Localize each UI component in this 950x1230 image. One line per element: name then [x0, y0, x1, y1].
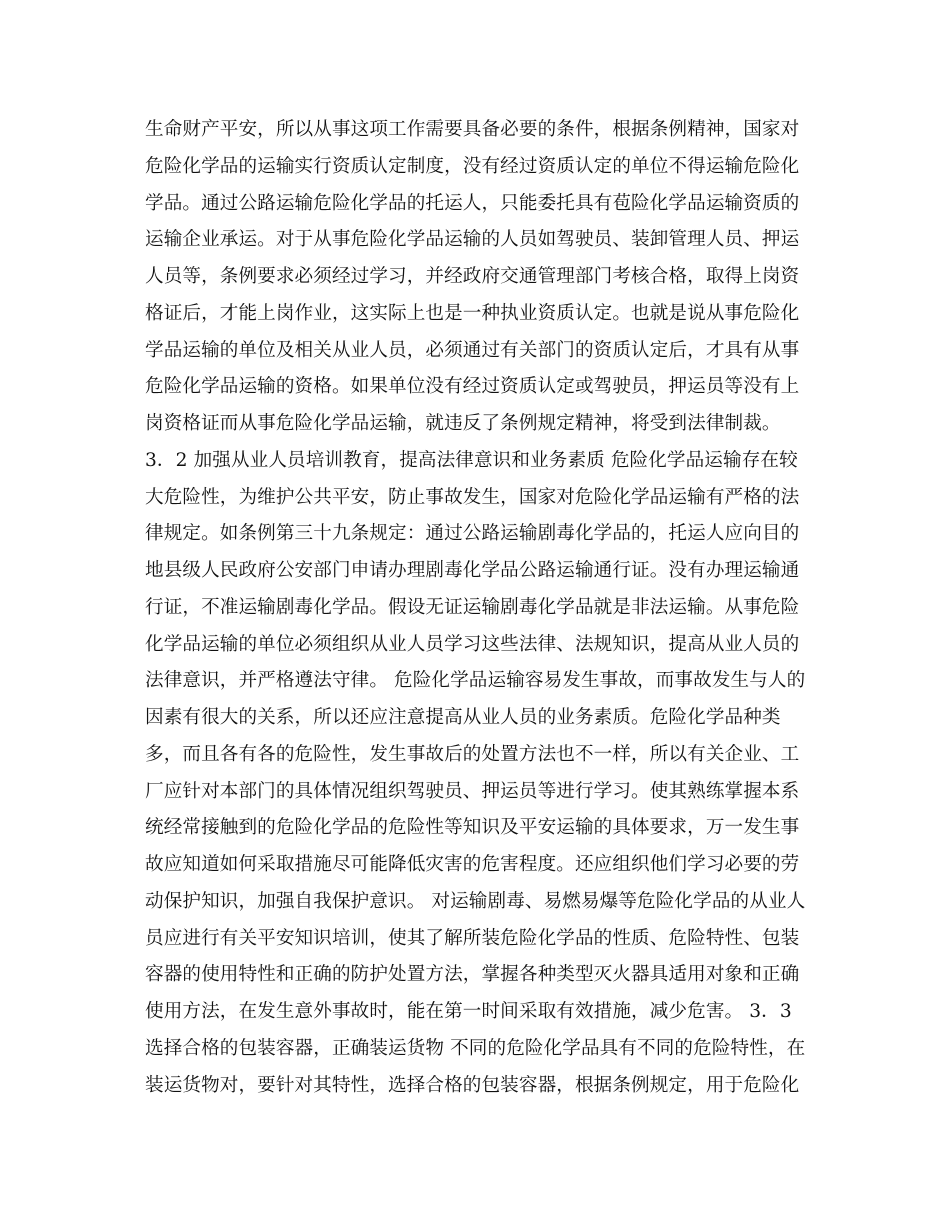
text-line: 学品。通过公路运输危险化学品的托运人，只能委托具有苞险化学品运输资质的 [145, 192, 800, 214]
text-line: 律规定。如条例第三十九条规定：通过公路运输剧毒化学品的，托运人应向目的 [145, 523, 800, 545]
text-line: 格证后，才能上岗作业，这实际上也是一种执业资质认定。也就是说从事危险化 [145, 302, 800, 324]
text-line: 员应进行有关平安知识培训，使其了解所装危险化学品的性质、危险特性、包装 [145, 927, 800, 949]
text-line: 地县级人民政府公安部门申请办理剧毒化学品公路运输通行证。没有办理运输通 [145, 560, 800, 581]
text-line: 选择合格的包装容器，正确装运货物 不同的危险化学品具有不同的危险特性，在 [145, 1037, 806, 1059]
text-line: 化学品运输的单位必须组织从业人员学习这些法律、法规知识，提高从业人员的 [145, 633, 800, 655]
text-line: 容器的使用特性和正确的防护处置方法，掌握各种类型灭火器具适用对象和正确 [145, 964, 800, 986]
text-line: 法律意识，并严格遵法守律。 危险化学品运输容易发生事故，而事故发生与人的 [145, 670, 806, 692]
text-line: 大危险性，为维护公共平安，防止事故发生，国家对危险化学品运输有严格的法 [145, 486, 800, 508]
text-line: 人员等，条例要求必须经过学习，并经政府交通管理部门考核合格，取得上岗资 [145, 266, 800, 287]
text-line: 多，而且各有各的危险性，发生事故后的处置方法也不一样，所以有关企业、工 [145, 743, 800, 765]
text-line: 厂应针对本部门的具体情况组织驾驶员、押运员等进行学习。使其熟练掌握本系 [145, 780, 800, 802]
text-line: 3．2 加强从业人员培训教育，提高法律意识和业务素质 危险化学品运输存在较 [145, 449, 798, 471]
document-body [145, 112, 815, 1104]
text-line: 装运货物对，要针对其特性，选择合格的包装容器，根据条例规定，用于危险化 [145, 1074, 800, 1096]
text-line: 使用方法，在发生意外事故时，能在第一时间采取有效措施，减少危害。 3．3 [145, 1001, 792, 1022]
text-line: 运输企业承运。对于从事危险化学品运输的人员如驾驶员、装卸管理人员、押运 [145, 229, 800, 251]
text-line: 岗资格证而从事危险化学品运输，就违反了条例规定精神，将受到法律制裁。 [145, 413, 781, 434]
text-line: 故应知道如何采取措施尽可能降低灾害的危害程度。还应组织他们学习必要的劳 [145, 854, 800, 875]
text-line: 危险化学品运输的资格。如果单位没有经过资质认定或驾驶员，押运员等没有上 [145, 376, 800, 398]
text-line: 动保护知识，加强自我保护意识。 对运输剧毒、易燃易爆等危险化学品的从业人 [145, 890, 806, 912]
text-line: 危险化学品的运输实行资质认定制度，没有经过资质认定的单位不得运输危险化 [145, 155, 800, 177]
text-line: 因素有很大的关系，所以还应注意提高从业人员的业务素质。危险化学品种类 [145, 707, 781, 728]
text-line: 行证，不准运输剧毒化学品。假设无证运输剧毒化学品就是非法运输。从事危险 [145, 596, 800, 618]
text-line: 学品运输的单位及相关从业人员，必须通过有关部门的资质认定后，才具有从事 [145, 339, 800, 361]
text-line: 生命财产平安，所以从事这项工作需要具备必要的条件，根据条例精神，国家对 [145, 119, 800, 140]
text-line: 统经常接触到的危险化学品的危险性等知识及平安运输的具体要求，万一发生事 [145, 817, 800, 839]
